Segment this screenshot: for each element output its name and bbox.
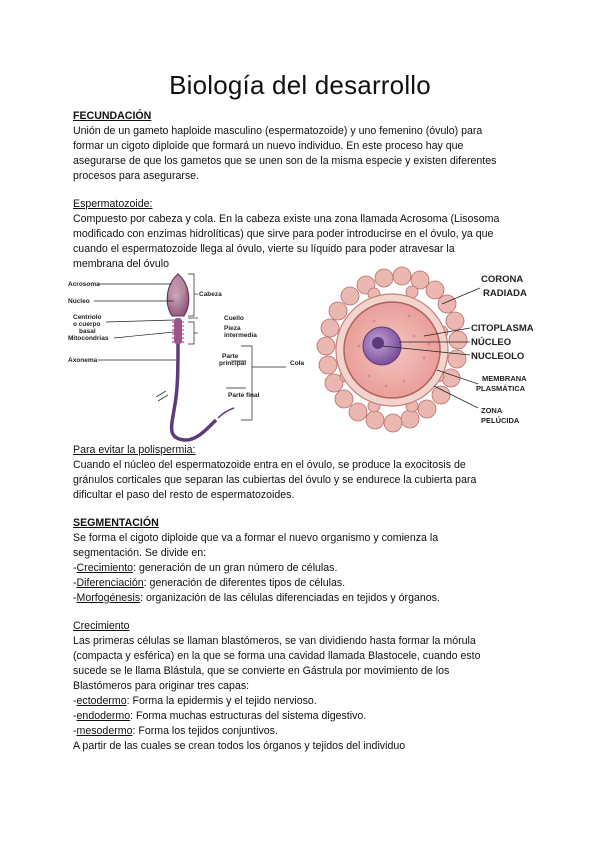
label-pieza-2: intermedia bbox=[224, 332, 257, 339]
label-membrana-2: PLASMÁTICA bbox=[476, 384, 526, 393]
crecimiento-closing: A partir de las cuales se crean todos los órganos y tejidos del individuo bbox=[73, 740, 406, 752]
crecimiento-line: Las primeras células se llaman blastómeros, se van dividiendo hasta formar la mórula bbox=[73, 635, 476, 647]
sperm-tail bbox=[172, 342, 216, 440]
fecundacion-line: procesos para asegurarse. bbox=[73, 170, 200, 182]
espermatozoide-heading: Espermatozoide: bbox=[73, 198, 153, 210]
term-diferenciacion: Diferenciación bbox=[76, 577, 144, 589]
sperm-diagram bbox=[66, 270, 316, 445]
label-axonema: Axonema bbox=[68, 357, 98, 364]
crecimiento-line: sucede se le llama Blástula, que se convierte en Gástrula por movimiento de los bbox=[73, 665, 450, 677]
label-final: Parte final bbox=[228, 392, 260, 399]
segmentacion-line: segmentación. Se divide en: bbox=[73, 547, 207, 559]
label-cola: Cola bbox=[290, 360, 305, 367]
label-nucleo: NÚCLEO bbox=[471, 337, 512, 348]
fecundacion-heading: FECUNDACIÓN bbox=[73, 110, 152, 122]
crecimiento-item: -endodermo: Forma muchas estructuras del sistema digestivo. bbox=[73, 710, 367, 722]
espermatozoide-section bbox=[73, 197, 528, 272]
term-ectodermo: ectodermo bbox=[76, 695, 127, 707]
label-cuello: Cuello bbox=[224, 315, 244, 322]
espermatozoide-line: membrana del óvulo bbox=[73, 258, 169, 270]
label-nucleo: Núcleo bbox=[68, 298, 90, 305]
segmentacion-line: Se forma el cigoto diploide que va a formar el nuevo organismo y comienza la bbox=[73, 532, 439, 544]
label-principal-1: Parte bbox=[222, 353, 239, 360]
segmentacion-item: -Diferenciación: generación de diferentes tipos de células. bbox=[73, 577, 346, 589]
nucleolo bbox=[372, 337, 384, 349]
segmentacion-item: -Morfogénesis: organización de las células diferenciadas en tejidos y órganos. bbox=[73, 592, 440, 604]
label-centriolo-1: Centriolo bbox=[73, 314, 102, 321]
segmentacion-heading: SEGMENTACIÓN bbox=[73, 517, 159, 529]
ovum-diagram bbox=[314, 266, 550, 446]
label-zona-1: ZONA bbox=[481, 406, 503, 415]
fecundacion-line: formar un cigoto diploide que formará un nuevo individuo. En este proceso hay que bbox=[73, 140, 464, 152]
polispermia-line: gránulos corticales que separan las cubiertas del óvulo y se endurece la cubierta para bbox=[73, 474, 477, 486]
term-crecimiento: Crecimiento bbox=[76, 562, 134, 574]
crecimiento-heading: Crecimiento bbox=[73, 620, 130, 632]
label-corona-1: CORONA bbox=[481, 274, 524, 285]
segmentacion-item: -Crecimiento: generación de un gran número de células. bbox=[73, 562, 338, 574]
label-cabeza: Cabeza bbox=[199, 291, 222, 298]
crecimiento-item: -mesodermo: Forma los tejidos conjuntivos. bbox=[73, 725, 278, 737]
label-principal-2: principal bbox=[219, 360, 247, 367]
fecundacion-section bbox=[73, 109, 528, 184]
label-zona-2: PELÚCIDA bbox=[481, 416, 520, 425]
polispermia-section bbox=[73, 443, 528, 503]
polispermia-line: Cuando el núcleo del espermatozoide entra en el óvulo, se produce la exocitosis de bbox=[73, 459, 466, 471]
espermatozoide-line: modificado con enzimas hidrolíticas) que sirve para poder introducirse en el óvulo, ya que bbox=[73, 228, 494, 240]
term-endodermo: endodermo bbox=[76, 710, 131, 722]
term-morfogenesis: Morfogénesis bbox=[76, 592, 141, 604]
polispermia-heading: Para evitar la polispermia: bbox=[73, 444, 196, 456]
crecimiento-section bbox=[73, 619, 528, 754]
fecundacion-line: asegurarse de que los gametos que se unen son de la misma especie y existen diferentes bbox=[73, 155, 497, 167]
label-acrosoma: Acrosoma bbox=[68, 281, 100, 288]
espermatozoide-line: cuando el espermatozoide llega al óvulo, vierte su líquido para poder atravesar la bbox=[73, 243, 455, 255]
crecimiento-line: Blastómeros para originar tres capas: bbox=[73, 680, 250, 692]
label-citoplasma: CITOPLASMA bbox=[471, 323, 534, 334]
label-centriolo-3: basal bbox=[79, 328, 96, 335]
fecundacion-line: Unión de un gameto haploide masculino (espermatozoide) y uno femenino (óvulo) para bbox=[73, 125, 483, 137]
term-mesodermo: mesodermo bbox=[76, 725, 133, 737]
label-pieza-1: Pieza bbox=[224, 325, 241, 332]
segmentacion-section bbox=[73, 516, 528, 606]
label-mitocondrias: Mitocondrias bbox=[68, 335, 109, 342]
label-nucleolo: NUCLEOLO bbox=[471, 351, 525, 362]
label-centriolo-2: o cuerpo bbox=[73, 321, 101, 328]
polispermia-line: dificultar el paso del resto de espermatozoides. bbox=[73, 489, 295, 501]
label-corona-2: RADIADA bbox=[483, 288, 527, 299]
label-membrana-1: MEMBRANA bbox=[482, 374, 527, 383]
crecimiento-line: (compacta y esférica) en la que se forma una cavidad llamada Blastocele, cuando esto bbox=[73, 650, 481, 662]
page-title: Biología del desarrollo bbox=[169, 70, 431, 100]
crecimiento-item: -ectodermo: Forma la epidermis y el tejido nervioso. bbox=[73, 695, 317, 707]
espermatozoide-line: Compuesto por cabeza y cola. En la cabeza existe una zona llamada Acrosoma (Lisosoma bbox=[73, 213, 500, 225]
